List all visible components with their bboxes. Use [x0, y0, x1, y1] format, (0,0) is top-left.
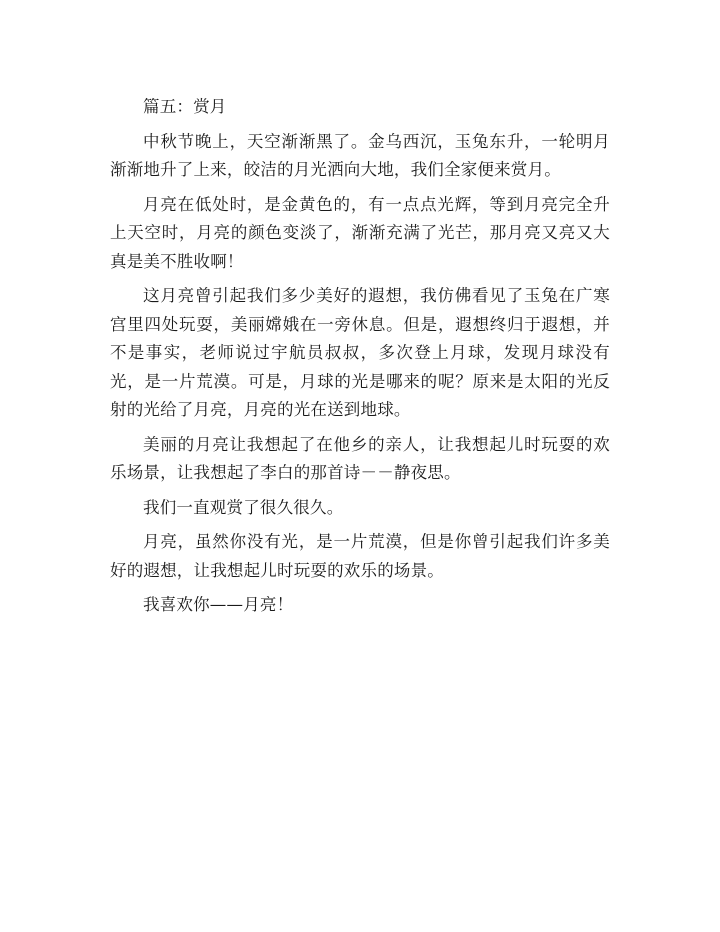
paragraph-7: 我喜欢你——月亮！ [143, 595, 294, 614]
paragraph-1: 中秋节晚上，天空渐渐黑了。金乌西沉，玉兔东升，一轮明月渐渐地升了上来，皎洁的月光洒向大地，我们全家便来赏月。 [110, 131, 610, 179]
section-heading: 篇五：赏月 [143, 97, 227, 116]
paragraph-6: 月亮，虽然你没有光，是一片荒漠，但是你曾引起我们许多美好的遐想，让我想起儿时玩耍的欢乐的场景。 [110, 532, 610, 580]
document-body [110, 93, 610, 626]
paragraph-3: 这月亮曾引起我们多少美好的遐想，我仿佛看见了玉兔在广寒宫里四处玩耍，美丽嫦娥在一旁休息。但是，遐想终归于遐想，并不是事实，老师说过宇航员叔叔，多次登上月球，发现月球没有光，是一片荒漠。可是，月球的光是哪来的呢？原来是太阳的光反射的光给了月亮，月亮的光在送到地球。 [110, 286, 610, 419]
paragraph-5: 我们一直观赏了很久很久。 [143, 497, 344, 517]
paragraph-2: 月亮在低处时，是金黄色的，有一点点光辉，等到月亮完全升上天空时，月亮的颜色变淡了，渐渐充满了光芒，那月亮又亮又大真是美不胜收啊！ [110, 194, 610, 271]
paragraph-4: 美丽的月亮让我想起了在他乡的亲人，让我想起儿时玩耍的欢乐场景，让我想起了李白的那首诗－－静夜思。 [110, 434, 610, 482]
